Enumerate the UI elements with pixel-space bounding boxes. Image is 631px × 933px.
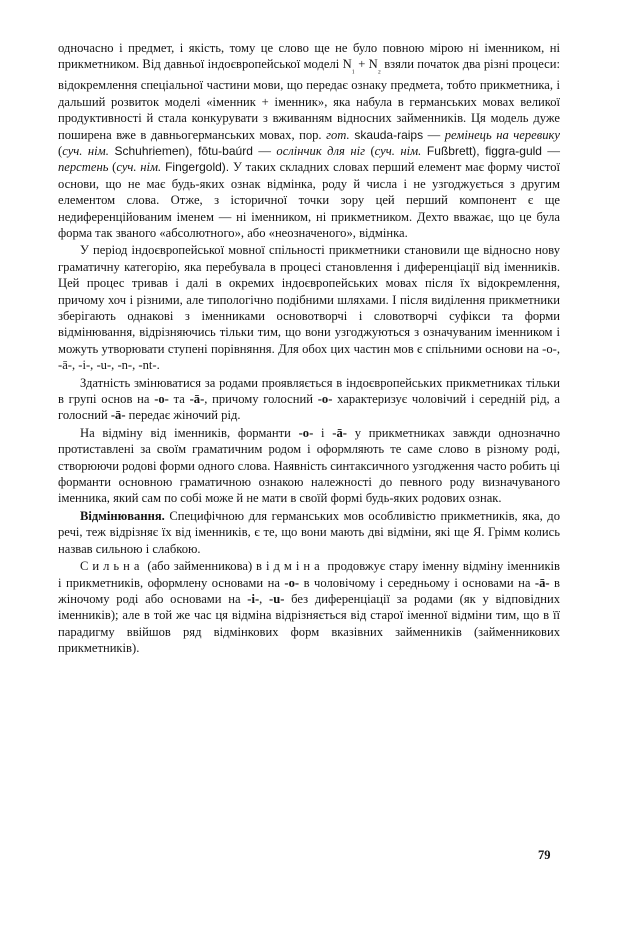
text-segment: ремінець на черевику <box>444 127 561 142</box>
page-number: 79 <box>538 848 551 862</box>
text-segment: ₁ <box>351 63 355 74</box>
text-segment: У таких складних словах перший елемент має форму чистої основи, що не має будь-яких ознак відмінка, роду й числа і не узгоджується з другим елементом слова. Отже, з історичної точки зору цей перший компонент є ще недиференційованим іменем — ні іменником, ні прикметником. Дехто вважає, що це була форма так званого «абсолютного», або «неозначеного», відмінка. <box>58 160 560 240</box>
text-segment: суч. нім. <box>374 143 422 158</box>
text-segment: — <box>541 143 561 158</box>
text-segment: -o- <box>317 392 333 407</box>
text-segment: -ā- <box>332 425 347 440</box>
text-segment: взяли початок два різні процеси: відокремлення спеціальної частини мови, що передає ознаку предмета, тобто прикметника, і дальший розвиток моделі «іменник + іменник», яка набула в германських мовах великої продуктивності й стала конкурувати з вживанням відносних займенників. Ця модель дуже поширена вже в давньогерманських мовах, пор. <box>58 57 560 142</box>
text-segment: (або займенникова) <box>143 559 257 574</box>
text-segment: — <box>252 143 277 158</box>
text-segment: без диференціації за родами (як у відповідних іменників); але в той же час ця відміна відрізняється від старої іменної відміни тим, що в її парадигму ввійшов ряд відмінкових форм вказівних займенників (займенникових прикметників). <box>58 591 561 656</box>
text-segment: На відміну від іменників, форманти <box>80 425 299 440</box>
text-segment: та <box>168 392 190 407</box>
text-segment: продовжує стару іменну відміну іменників і прикметників, оформлену основами на <box>58 559 561 590</box>
text-segment: Fingergold). <box>161 160 233 175</box>
text-segment: -ā- <box>534 575 550 590</box>
text-segment: skauda-raips <box>349 127 424 142</box>
paragraph <box>58 425 560 507</box>
text-segment: передає жіночий рід. <box>125 408 241 423</box>
text-segment: в чоловічому і середньому і основами на <box>299 575 535 590</box>
text-segment: -ā- <box>110 408 126 423</box>
text-segment: У період індоєвропейської мовної спільності прикметники становили ще відносно нову граматичну категорію, яка перебувала в процесі становлення і диференціації від іменників. Цей процес тривав і далі в окремих індоєвропейських мовах після їх відокремлення, причому хоч і різними, але типологічно подібними шляхами. І після виділення прикметники зберігають однакові з іменниками основотворчі і словотворчі суфікси та форми відмінювання, відрізняючись тільки тим, що вони узгоджуються з означуваним іменником і можуть утворювати ступені порівняння. Для обох цих частин мов є спільними основи на -o-, -ā-, -i-, -u-, -n-, -nt-. <box>58 243 560 373</box>
text-segment: перстень <box>58 160 109 175</box>
text-segment: одночасно і предмет, і якість, тому це слово ще не було повною мірою ні іменником, ні прикметником. Від давньої індоєвропейської моделі N <box>58 41 560 72</box>
text-segment: характеризує чоловічий і середній рід, а голосний <box>58 392 561 423</box>
text-segment: ( <box>365 143 375 158</box>
text-segment: -i- <box>247 591 260 606</box>
text-segment: і <box>313 425 333 440</box>
text-segment: -ā- <box>189 392 205 407</box>
paragraph <box>58 508 560 557</box>
page-text-body <box>58 40 560 657</box>
text-segment: Сильна <box>80 559 144 574</box>
text-segment: -o- <box>154 392 169 407</box>
text-segment: ослінчик для ніг <box>276 143 365 158</box>
text-segment: Специфічною для германських мов особливістю прикметників, яка, до речі, теж відрізняє їх від іменників, є те, що вони мають дві відміни, які ще Я. Грімм колись назвав сильною і слабкою. <box>58 508 560 556</box>
text-segment: Schuhriemen), fōtu-baúrd <box>108 143 253 158</box>
text-segment: в жіночому роді або основами на <box>58 575 560 606</box>
text-segment: відміна <box>256 559 324 574</box>
paragraph <box>58 375 560 424</box>
text-segment: ( <box>108 160 117 175</box>
text-segment: ( <box>58 143 63 158</box>
paragraph <box>58 558 560 656</box>
text-segment: — <box>423 127 445 142</box>
text-segment: -o- <box>284 575 300 590</box>
text-segment: суч. нім. <box>116 160 162 175</box>
paragraph <box>58 40 560 241</box>
text-segment: + N <box>354 57 378 72</box>
paragraph <box>58 242 560 373</box>
text-segment: , причому голосний <box>204 392 318 407</box>
text-segment: гот. <box>326 127 350 142</box>
text-segment: -o- <box>298 425 314 440</box>
text-segment: Відмінювання. <box>80 508 165 523</box>
text-segment: , <box>259 591 270 606</box>
text-segment: суч. нім. <box>62 143 109 158</box>
text-segment: ₂ <box>377 63 381 74</box>
text-segment: Fußbrett), figgra-guld <box>421 143 542 158</box>
text-segment: Здатність змінюватися за родами проявляється в індоєвропейських прикметниках тільки в групі основ на <box>58 375 560 407</box>
text-segment: у прикметниках завжди однозначно протиставлені за своїм граматичним родом і оформляють те саме слово в різному роді, створюючи родові форми одного слова. Наявність синтаксичного узгодження часто робить ці форманти основною граматичною ознакою належності до певного роду визначуваного іменника, який сам по собі може й не мати в своїй формі будь-яких родових ознак. <box>58 425 561 506</box>
text-segment: -u- <box>269 591 285 606</box>
